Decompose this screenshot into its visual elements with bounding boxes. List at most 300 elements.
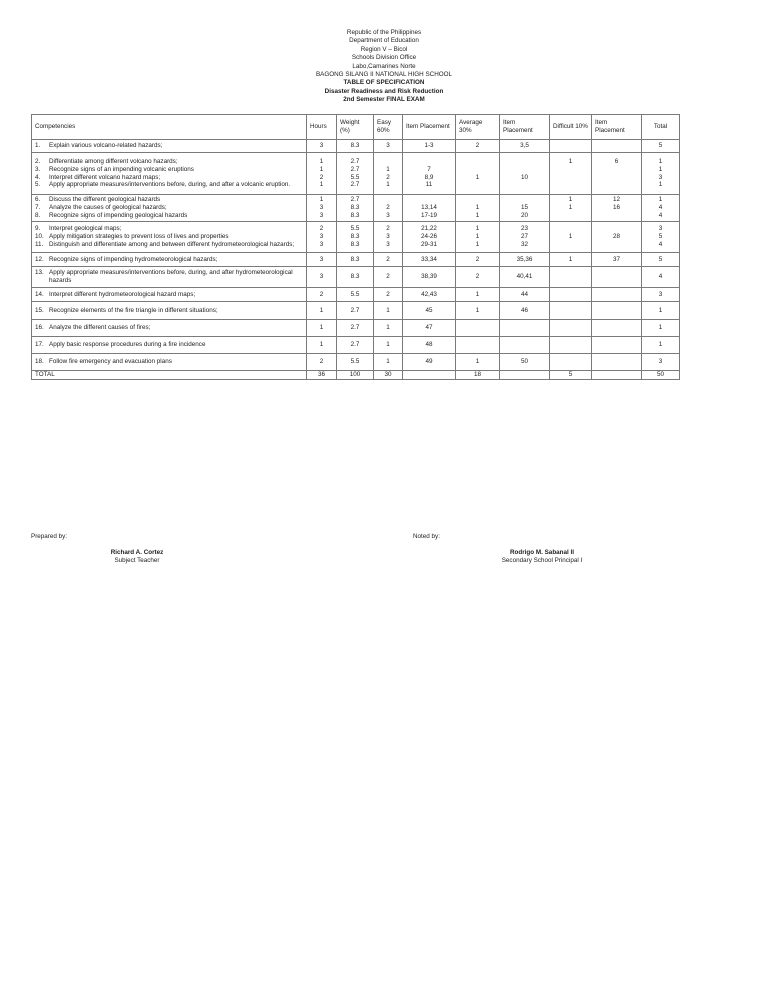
noted-name: Rodrigo M. Sabanal II bbox=[509, 549, 575, 556]
hours-value: 1 bbox=[319, 165, 324, 173]
easy-cell bbox=[374, 222, 403, 253]
difficult-value bbox=[553, 166, 588, 174]
prepared-name: Richard A. Cortez bbox=[110, 549, 164, 556]
average-value: 2 bbox=[475, 142, 480, 150]
total-value: 3 bbox=[658, 173, 663, 181]
difficult-value: 1 bbox=[568, 204, 573, 212]
average-placement-cell bbox=[500, 337, 550, 354]
hours-value: 1 bbox=[319, 157, 324, 165]
difficult-value: 1 bbox=[568, 196, 573, 204]
easy-placement-cell bbox=[403, 267, 456, 288]
easy-value: 2 bbox=[386, 290, 390, 298]
difficult-cell bbox=[550, 302, 592, 320]
difficult-placement-cell bbox=[592, 354, 642, 371]
average-placement-cell bbox=[500, 320, 550, 337]
hours-cell bbox=[307, 302, 337, 320]
competency-text: Interpret different volcano hazard maps; bbox=[49, 173, 161, 181]
difficult-cell bbox=[550, 337, 592, 354]
average-value: 1 bbox=[475, 240, 480, 248]
difficult-cell bbox=[550, 320, 592, 337]
competency-text: Apply basic response procedures during a fire incidence bbox=[49, 341, 206, 349]
competency-cell bbox=[32, 222, 307, 253]
easy-cell bbox=[374, 253, 403, 267]
difficult-cell bbox=[550, 140, 592, 153]
difficult-value bbox=[553, 225, 588, 233]
competency-text: Interpret geological maps; bbox=[49, 225, 122, 233]
average-placement-value bbox=[503, 166, 546, 174]
total-cell bbox=[642, 354, 680, 371]
average-placement-cell bbox=[500, 153, 550, 195]
difficult-cell bbox=[550, 267, 592, 288]
difficult-cell bbox=[550, 354, 592, 371]
difficult-placement-value: 6 bbox=[614, 157, 619, 165]
total-weight: 100 bbox=[337, 371, 374, 380]
header-line: Labo,Camarines Norte bbox=[352, 62, 416, 70]
total-cell bbox=[642, 267, 680, 288]
difficult-cell bbox=[550, 222, 592, 253]
difficult-placement-cell bbox=[592, 140, 642, 153]
noted-title: Secondary School Principal I bbox=[501, 557, 583, 565]
table-row bbox=[32, 288, 680, 302]
competency-item bbox=[35, 204, 303, 212]
total-value: 1 bbox=[658, 306, 663, 314]
easy-value: 1 bbox=[386, 324, 390, 332]
competency-item bbox=[35, 307, 303, 315]
easy-value: 3 bbox=[386, 211, 390, 219]
easy-placement-value: 33,34 bbox=[421, 255, 437, 263]
total-value: 3 bbox=[658, 225, 663, 233]
competency-number: 14. bbox=[35, 290, 44, 298]
table-row bbox=[32, 153, 680, 195]
competency-number: 18. bbox=[35, 358, 44, 366]
competency-item bbox=[35, 291, 303, 299]
easy-placement-cell bbox=[403, 253, 456, 267]
difficult-value bbox=[553, 181, 588, 189]
competency-text: Follow fire emergency and evacuation plans bbox=[49, 358, 172, 366]
competency-item bbox=[35, 212, 303, 220]
total-cell bbox=[642, 288, 680, 302]
total-easy-placement bbox=[403, 371, 456, 380]
competency-cell bbox=[32, 140, 307, 153]
weight-value: 8.3 bbox=[350, 273, 360, 281]
easy-placement-value: 42,43 bbox=[421, 290, 437, 298]
total-row bbox=[32, 371, 680, 380]
school-name: BAGONG SILANG II NATIONAL HIGH SCHOOL bbox=[315, 71, 453, 79]
easy-placement-cell bbox=[403, 302, 456, 320]
table-row bbox=[32, 320, 680, 337]
weight-value: 2.7 bbox=[350, 196, 360, 204]
total-value: 1 bbox=[658, 341, 663, 349]
average-cell bbox=[456, 337, 500, 354]
competency-item bbox=[35, 181, 303, 189]
prepared-signatory bbox=[92, 549, 182, 566]
average-placement-value bbox=[503, 196, 546, 204]
difficult-value bbox=[553, 273, 588, 281]
average-placement-value: 23 bbox=[520, 225, 528, 233]
easy-value: 2 bbox=[386, 255, 390, 263]
difficult-placement-value bbox=[595, 358, 638, 366]
hours-cell bbox=[307, 354, 337, 371]
difficult-placement-cell bbox=[592, 267, 642, 288]
easy-value: 1 bbox=[386, 306, 390, 314]
average-value: 1 bbox=[475, 306, 480, 314]
difficult-placement-value bbox=[595, 273, 638, 281]
average-value: 1 bbox=[475, 211, 480, 219]
easy-cell bbox=[374, 267, 403, 288]
average-placement-value: 3,5 bbox=[520, 142, 529, 150]
prepared-by-label: Prepared by: bbox=[31, 533, 68, 540]
difficult-placement-value: 28 bbox=[612, 233, 620, 241]
total-value: 4 bbox=[658, 240, 663, 248]
easy-value: 2 bbox=[386, 173, 390, 181]
weight-value: 5.5 bbox=[350, 358, 360, 366]
easy-value bbox=[377, 196, 399, 204]
total-value: 3 bbox=[658, 290, 663, 298]
competency-item bbox=[35, 341, 303, 349]
weight-cell bbox=[337, 222, 374, 253]
total-cell bbox=[642, 337, 680, 354]
average-value: 1 bbox=[475, 204, 480, 212]
document-title: TABLE OF SPECIFICATION bbox=[343, 79, 425, 87]
easy-cell bbox=[374, 354, 403, 371]
total-cell bbox=[642, 302, 680, 320]
hours-cell bbox=[307, 222, 337, 253]
easy-value: 1 bbox=[386, 181, 390, 189]
table-row bbox=[32, 302, 680, 320]
difficult-placement-cell bbox=[592, 195, 642, 222]
competency-number: 1. bbox=[35, 142, 41, 150]
average-cell bbox=[456, 267, 500, 288]
weight-cell bbox=[337, 140, 374, 153]
col-header-easy: Easy 60% bbox=[374, 115, 403, 140]
hours-value: 3 bbox=[319, 142, 324, 150]
competency-text: Recognize signs of an impending volcanic eruptions bbox=[49, 165, 194, 173]
total-cell bbox=[642, 153, 680, 195]
header-line: Region V – Bicol bbox=[360, 45, 408, 53]
average-value: 2 bbox=[475, 273, 480, 281]
competency-item bbox=[35, 269, 303, 285]
competency-number: 3. bbox=[35, 165, 41, 173]
easy-placement-value: 1-3 bbox=[424, 142, 434, 150]
hours-cell bbox=[307, 288, 337, 302]
easy-placement-value: 11 bbox=[425, 181, 433, 189]
difficult-placement-cell bbox=[592, 153, 642, 195]
weight-value: 8.3 bbox=[350, 240, 360, 248]
total-cell bbox=[642, 320, 680, 337]
difficult-placement-cell bbox=[592, 320, 642, 337]
hours-value: 3 bbox=[319, 255, 324, 263]
competency-number: 11. bbox=[35, 240, 44, 248]
difficult-value: 1 bbox=[568, 255, 573, 263]
average-value: 1 bbox=[475, 233, 480, 241]
header-line: Republic of the Philippines bbox=[346, 29, 422, 36]
easy-value: 2 bbox=[386, 273, 390, 281]
easy-placement-value: 21,22 bbox=[421, 225, 437, 233]
difficult-placement-value bbox=[595, 142, 638, 150]
weight-cell bbox=[337, 354, 374, 371]
average-placement-value: 50 bbox=[520, 358, 528, 366]
competency-number: 5. bbox=[35, 181, 41, 189]
easy-placement-cell bbox=[403, 195, 456, 222]
competency-text: Recognize signs of impending geological hazards bbox=[49, 211, 188, 219]
hours-cell bbox=[307, 153, 337, 195]
difficult-value: 1 bbox=[568, 233, 573, 241]
competency-number: 9. bbox=[35, 225, 41, 233]
average-placement-value: 27 bbox=[520, 233, 528, 241]
average-placement-value bbox=[503, 181, 546, 189]
hours-cell bbox=[307, 337, 337, 354]
competency-number: 12. bbox=[35, 255, 44, 263]
weight-value: 5.5 bbox=[350, 173, 360, 181]
average-cell bbox=[456, 288, 500, 302]
competency-number: 4. bbox=[35, 173, 41, 181]
total-value: 3 bbox=[658, 358, 663, 366]
average-cell bbox=[456, 354, 500, 371]
table-body bbox=[32, 140, 680, 380]
easy-placement-value: 29-31 bbox=[420, 240, 438, 248]
hours-value: 1 bbox=[319, 196, 324, 204]
competency-text: Analyze the different causes of fires; bbox=[49, 324, 151, 332]
table-row bbox=[32, 267, 680, 288]
difficult-cell bbox=[550, 153, 592, 195]
difficult-placement-value: 16 bbox=[612, 204, 620, 212]
weight-value: 8.3 bbox=[350, 211, 360, 219]
hours-value: 3 bbox=[319, 204, 324, 212]
total-difficult-placement bbox=[592, 371, 642, 380]
average-cell bbox=[456, 302, 500, 320]
col-header-difficult-placement: Item Placement bbox=[592, 115, 642, 140]
difficult-value bbox=[553, 307, 588, 315]
difficult-value bbox=[553, 291, 588, 299]
hours-cell bbox=[307, 267, 337, 288]
easy-placement-cell bbox=[403, 222, 456, 253]
weight-value: 5.5 bbox=[350, 290, 360, 298]
competency-item bbox=[35, 166, 303, 174]
total-average: 18 bbox=[456, 371, 500, 380]
total-value: 1 bbox=[658, 324, 663, 332]
table-row bbox=[32, 337, 680, 354]
easy-placement-value: 24-26 bbox=[420, 233, 438, 241]
easy-placement-cell bbox=[403, 320, 456, 337]
average-cell bbox=[456, 253, 500, 267]
average-placement-value bbox=[503, 158, 546, 166]
weight-cell bbox=[337, 320, 374, 337]
average-placement-cell bbox=[500, 222, 550, 253]
average-placement-cell bbox=[500, 354, 550, 371]
total-difficult: 5 bbox=[550, 371, 592, 380]
hours-value: 2 bbox=[319, 225, 324, 233]
average-placement-value: 20 bbox=[520, 211, 528, 219]
weight-cell bbox=[337, 302, 374, 320]
competency-text: Apply mitigation strategies to prevent loss of lives and properties bbox=[49, 233, 229, 241]
competency-item bbox=[35, 158, 303, 166]
competency-text: Differentiate among different volcano hazards; bbox=[49, 157, 178, 165]
competency-cell bbox=[32, 253, 307, 267]
competency-text: Interpret different hydrometeorological hazard maps; bbox=[49, 290, 196, 298]
difficult-placement-cell bbox=[592, 288, 642, 302]
col-header-total: Total bbox=[642, 115, 680, 140]
weight-value: 2.7 bbox=[350, 181, 360, 189]
average-placement-cell bbox=[500, 302, 550, 320]
competency-text: Discuss the different geological hazards bbox=[49, 196, 161, 204]
difficult-value bbox=[553, 174, 588, 182]
competency-cell bbox=[32, 288, 307, 302]
competency-item bbox=[35, 142, 303, 150]
easy-value: 2 bbox=[386, 204, 390, 212]
average-placement-value bbox=[503, 324, 546, 332]
competency-text: Apply appropriate measures/interventions before, during, and after a volcanic eruption. bbox=[49, 181, 291, 189]
difficult-placement-value bbox=[595, 291, 638, 299]
hours-cell bbox=[307, 195, 337, 222]
noted-signatory bbox=[478, 549, 606, 566]
noted-by-label: Noted by: bbox=[413, 533, 440, 540]
weight-cell bbox=[337, 267, 374, 288]
competency-text: Recognize signs of impending hydrometeorological hazards; bbox=[49, 255, 218, 263]
col-header-hours: Hours bbox=[307, 115, 337, 140]
difficult-placement-value bbox=[595, 225, 638, 233]
difficult-placement-cell bbox=[592, 222, 642, 253]
easy-value: 2 bbox=[386, 225, 390, 233]
table-row bbox=[32, 195, 680, 222]
average-value bbox=[459, 341, 496, 349]
easy-placement-value: 48 bbox=[425, 341, 433, 349]
easy-placement-value: 17-19 bbox=[420, 211, 438, 219]
difficult-value bbox=[553, 142, 588, 150]
col-header-difficult: Difficult 10% bbox=[550, 115, 592, 140]
weight-cell bbox=[337, 195, 374, 222]
difficult-value bbox=[553, 212, 588, 220]
difficult-value bbox=[553, 358, 588, 366]
average-placement-cell bbox=[500, 253, 550, 267]
weight-value: 2.7 bbox=[350, 157, 360, 165]
average-value bbox=[459, 166, 496, 174]
difficult-placement-value bbox=[595, 181, 638, 189]
average-placement-cell bbox=[500, 195, 550, 222]
competency-cell bbox=[32, 195, 307, 222]
hours-cell bbox=[307, 320, 337, 337]
weight-value: 8.3 bbox=[350, 255, 360, 263]
weight-value: 2.7 bbox=[350, 324, 360, 332]
header-line: Schools Division Office bbox=[351, 54, 417, 62]
difficult-placement-value bbox=[595, 241, 638, 249]
hours-value: 3 bbox=[319, 240, 324, 248]
total-easy: 30 bbox=[374, 371, 403, 380]
easy-placement-value bbox=[406, 196, 452, 204]
difficult-placement-value bbox=[595, 324, 638, 332]
competency-cell bbox=[32, 337, 307, 354]
difficult-value bbox=[553, 324, 588, 332]
competency-cell bbox=[32, 354, 307, 371]
competency-cell bbox=[32, 267, 307, 288]
competency-item bbox=[35, 225, 303, 233]
competency-number: 2. bbox=[35, 157, 41, 165]
easy-placement-value: 49 bbox=[425, 358, 433, 366]
competency-item bbox=[35, 358, 303, 366]
average-placement-cell bbox=[500, 140, 550, 153]
easy-placement-cell bbox=[403, 337, 456, 354]
average-cell bbox=[456, 320, 500, 337]
average-placement-value: 32 bbox=[520, 240, 528, 248]
difficult-placement-value bbox=[595, 174, 638, 182]
average-cell bbox=[456, 140, 500, 153]
hours-value: 2 bbox=[319, 290, 324, 298]
easy-placement-cell bbox=[403, 288, 456, 302]
weight-value: 2.7 bbox=[350, 306, 360, 314]
weight-value: 5.5 bbox=[350, 225, 360, 233]
average-value: 2 bbox=[475, 255, 480, 263]
weight-cell bbox=[337, 337, 374, 354]
easy-cell bbox=[374, 195, 403, 222]
competency-number: 10. bbox=[35, 233, 44, 241]
hours-value: 2 bbox=[319, 358, 324, 366]
table-row bbox=[32, 354, 680, 371]
competency-number: 8. bbox=[35, 211, 41, 219]
easy-value: 1 bbox=[386, 341, 390, 349]
difficult-placement-value bbox=[595, 307, 638, 315]
average-placement-value bbox=[503, 341, 546, 349]
competency-number: 6. bbox=[35, 196, 41, 204]
table-row bbox=[32, 253, 680, 267]
difficult-placement-cell bbox=[592, 337, 642, 354]
total-average-placement bbox=[500, 371, 550, 380]
total-hours: 36 bbox=[307, 371, 337, 380]
competency-item bbox=[35, 233, 303, 241]
competency-number: 7. bbox=[35, 204, 41, 212]
average-placement-cell bbox=[500, 288, 550, 302]
difficult-cell bbox=[550, 288, 592, 302]
competency-text: Apply appropriate measures/interventions before, during, and after hydrometeorological hazards bbox=[49, 269, 293, 284]
total-cell bbox=[642, 253, 680, 267]
total-value: 1 bbox=[658, 157, 663, 165]
average-value bbox=[459, 181, 496, 189]
average-placement-value: 40,41 bbox=[516, 273, 533, 281]
total-value: 5 bbox=[658, 142, 663, 150]
table-header-row bbox=[32, 115, 680, 140]
hours-value: 1 bbox=[319, 306, 324, 314]
easy-cell bbox=[374, 288, 403, 302]
easy-placement-value: 47 bbox=[425, 324, 433, 332]
competency-item bbox=[35, 256, 303, 264]
specification-table bbox=[31, 114, 680, 380]
competency-number: 13. bbox=[35, 269, 44, 277]
difficult-value bbox=[553, 241, 588, 249]
col-header-competencies: Competencies bbox=[32, 115, 307, 140]
average-placement-value: 15 bbox=[520, 204, 528, 212]
average-placement-value: 46 bbox=[520, 306, 528, 314]
total-cell bbox=[642, 140, 680, 153]
difficult-value: 1 bbox=[568, 157, 573, 165]
competency-text: Analyze the causes of geological hazards; bbox=[49, 204, 167, 212]
average-cell bbox=[456, 222, 500, 253]
total-value: 1 bbox=[658, 181, 663, 189]
average-placement-value: 10 bbox=[520, 173, 528, 181]
average-value: 1 bbox=[475, 173, 480, 181]
competency-item bbox=[35, 241, 303, 249]
easy-placement-value: 8,9 bbox=[424, 173, 434, 181]
easy-cell bbox=[374, 140, 403, 153]
hours-cell bbox=[307, 140, 337, 153]
easy-placement-value: 45 bbox=[425, 306, 433, 314]
table-row bbox=[32, 222, 680, 253]
difficult-placement-value: 12 bbox=[612, 196, 620, 204]
hours-value: 1 bbox=[319, 181, 324, 189]
total-cell bbox=[642, 222, 680, 253]
col-header-easy-placement: Item Placement bbox=[403, 115, 456, 140]
competency-text: Explain various volcano-related hazards; bbox=[49, 142, 163, 150]
competency-cell bbox=[32, 320, 307, 337]
total-value: 5 bbox=[658, 233, 663, 241]
difficult-placement-cell bbox=[592, 302, 642, 320]
